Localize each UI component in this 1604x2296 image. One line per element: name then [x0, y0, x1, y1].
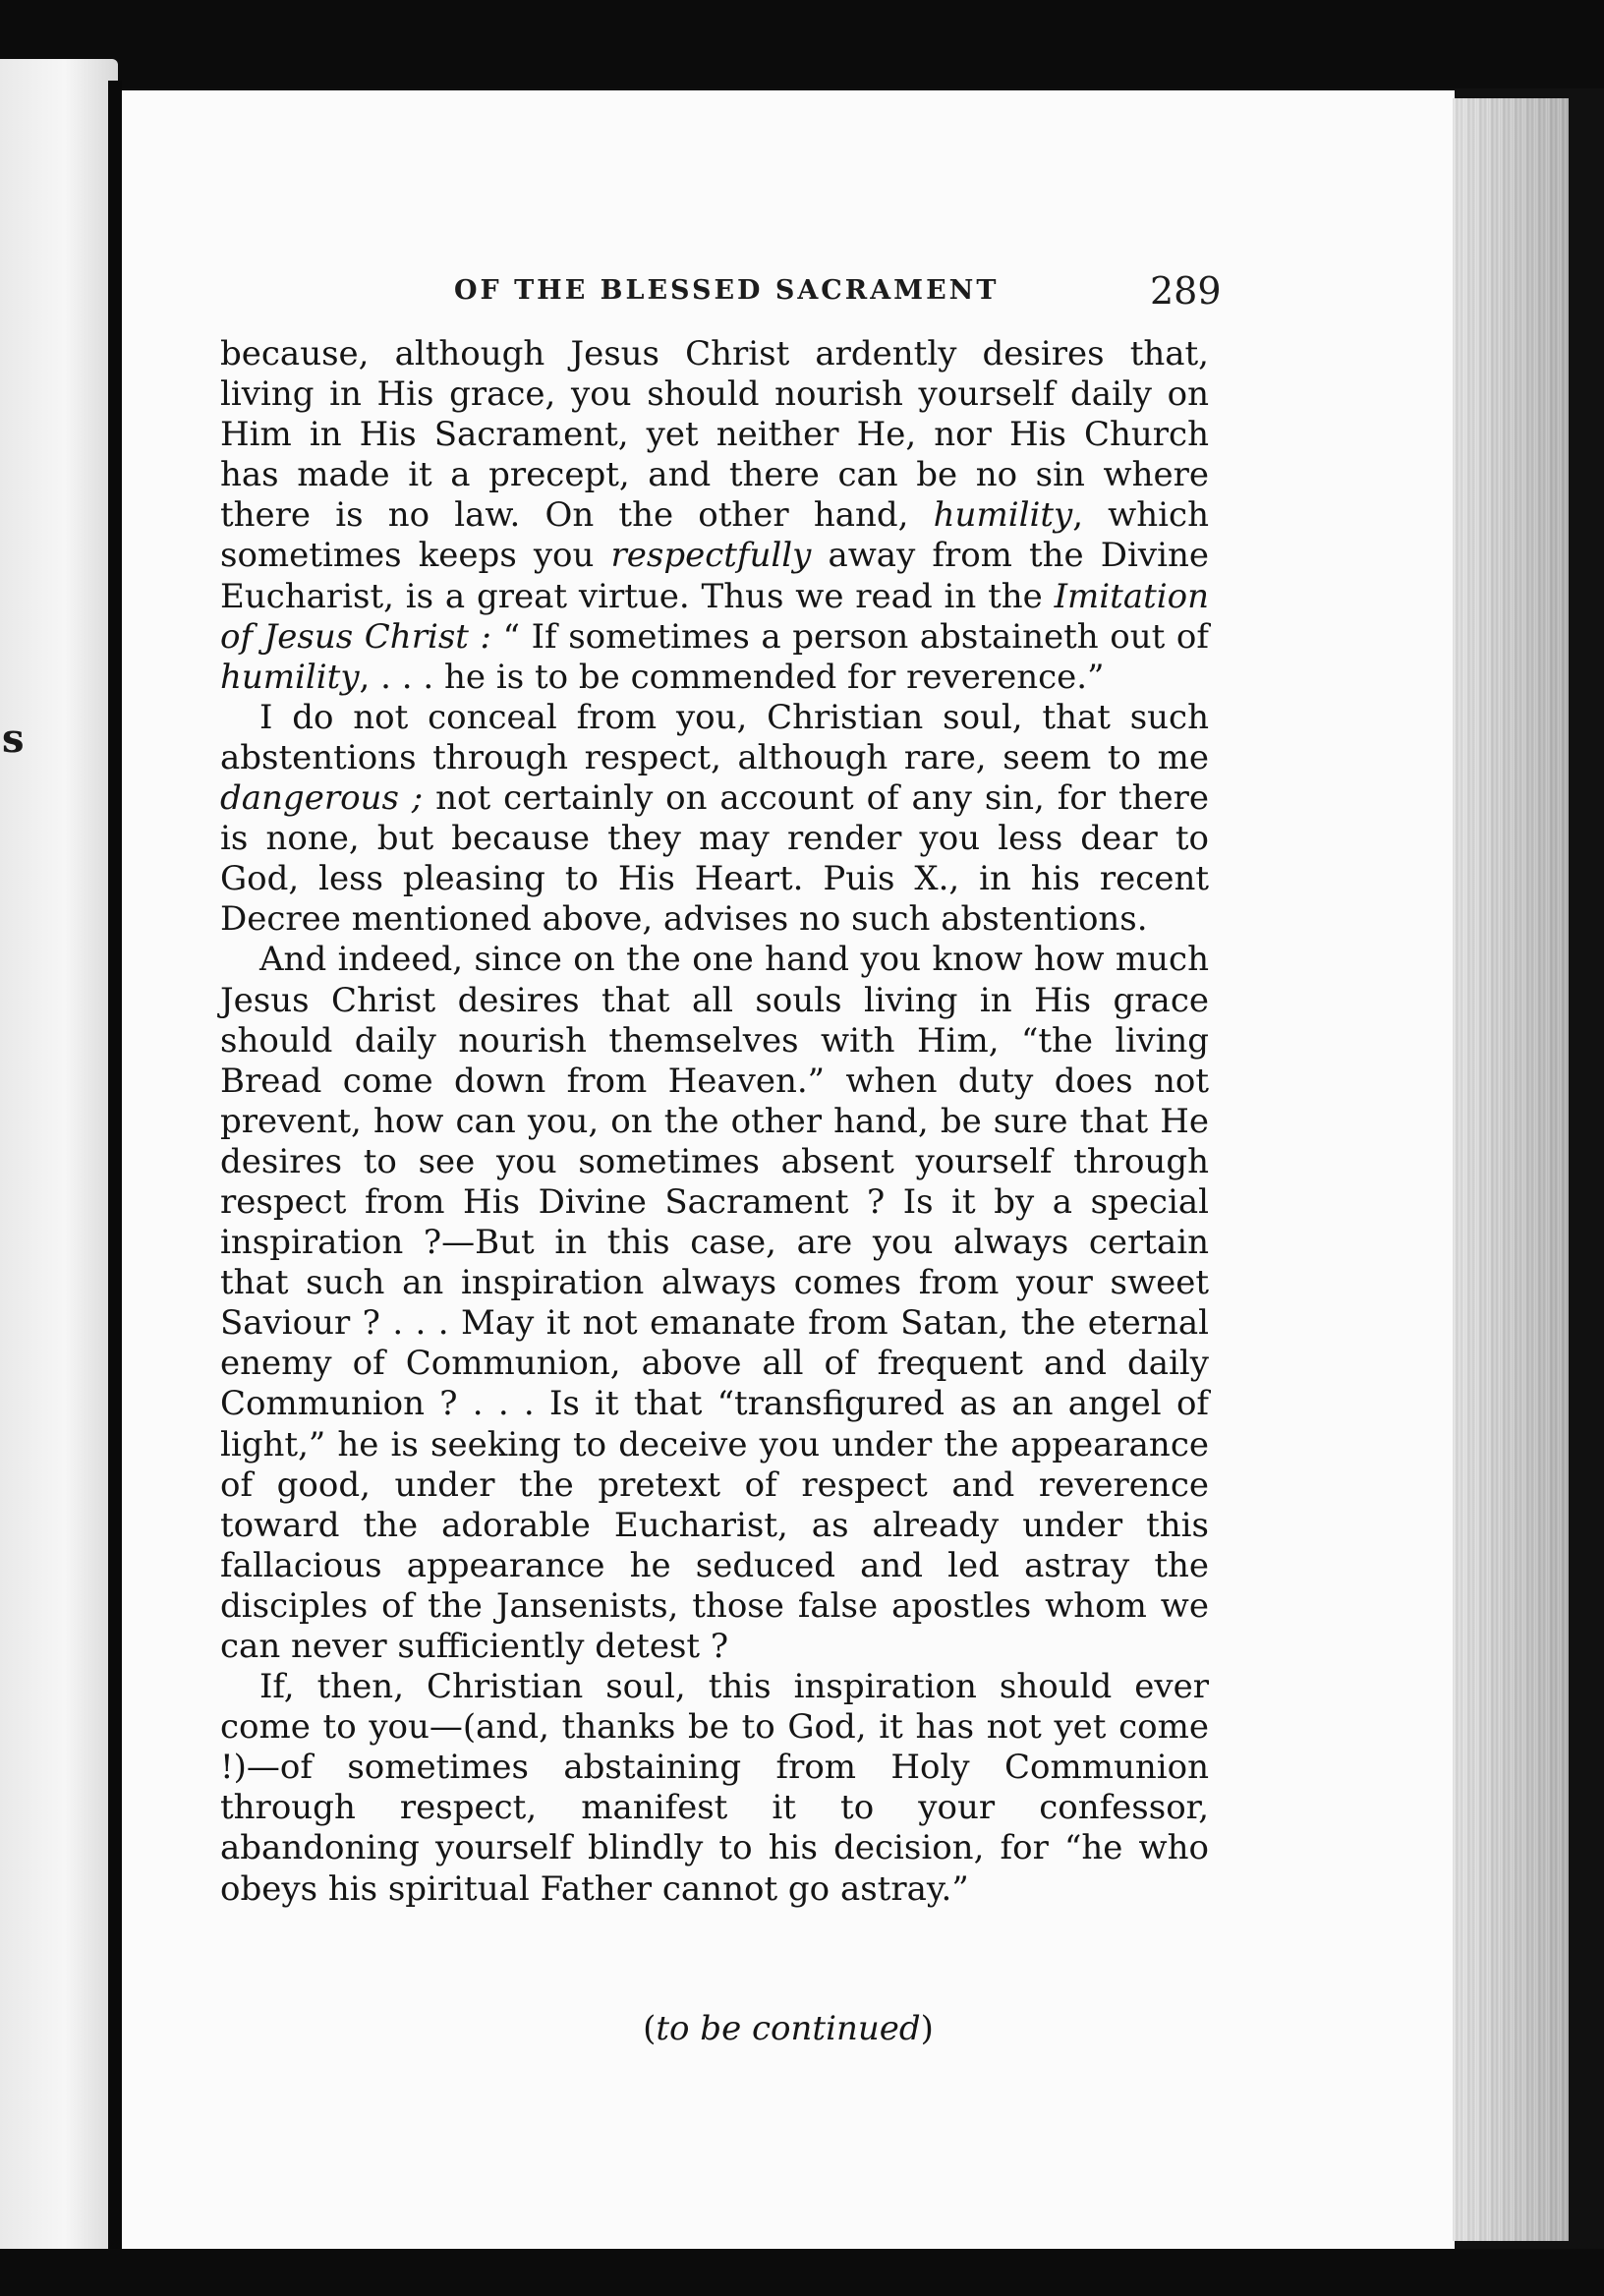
text-run: because, although Jesus Christ ardently desires that, living in His grace, you should nourish yourself daily on Him in His Sacrament, yet neither He, nor His Church has made it a precept, and there can be no sin where there is no law. On the other hand,	[220, 334, 1209, 536]
italic-run: respectfully	[610, 536, 812, 576]
text-run: , which sometimes keeps you	[220, 495, 1209, 576]
text-run: , . . . he is to be commended for reverence.”	[359, 657, 1105, 697]
text-run: And indeed, since on the one hand you know how much Jesus Christ desires that all souls living in His grace should daily nourish themselves with Him, “the living Bread come down from Heaven.” when duty does not prevent, how can you, on the other hand, be sure that He desires to see you sometimes absent yourself through respect from His Divine Sacrament ? Is it by a special inspiration ?—But in this case, are you always certain that such an inspiration always comes from your sweet Saviour ? . . . May it not emanate from Satan, the eternal enemy of Communion, above all of frequent and daily Communion ? . . . Is it that “transfigured as an angel of light,” he is seeking to deceive you under the appearance of good, under the pretext of respect and reverence toward the adorable Eucharist, as already under this fallacious appearance he seduced and led astray the disciples of the Jansenists, those false apostles whom we can never sufficiently detest ?	[220, 940, 1209, 1666]
italic-run: humility	[220, 657, 360, 697]
continued-text: to be continued	[656, 2009, 921, 2048]
paragraph-4	[220, 1667, 1209, 1910]
page-number: 289	[1150, 269, 1222, 313]
italic-run: Imitation of Jesus Christ :	[220, 576, 1209, 657]
facing-page-letter: s	[2, 716, 25, 762]
text-run: “ If sometimes a person abstaineth out of	[491, 616, 1209, 657]
text-run: If, then, Christian soul, this inspiration should ever come to you—(and, thanks be to God, it has not yet come !)—of sometimes abstaining from Holy Communion through respect, manifest it to your confessor, abandoning yourself blindly to his decision, for “he who obeys his spiritual Father cannot go astray.”	[220, 1667, 1209, 1909]
running-title: OF THE BLESSED SACRAMENT	[454, 275, 1000, 306]
continued-close-paren: )	[920, 2009, 934, 2048]
page-body	[220, 334, 1209, 1910]
paragraph-2	[220, 698, 1209, 941]
paragraph-3	[220, 940, 1209, 1667]
facing-page-edge	[0, 59, 118, 2251]
continued-note	[122, 2009, 1455, 2048]
text-run: not certainly on account of any sin, for there is none, but because they may render you less dear to God, less pleasing to His Heart. Puis X., in his recent Decree mentioned above, advises no such abstentions.	[220, 778, 1209, 940]
continued-open-paren: (	[643, 2009, 657, 2048]
italic-run: dangerous ;	[220, 778, 424, 819]
text-run: away from the Divine Eucharist, is a great virtue. Thus we read in the	[220, 536, 1209, 616]
book-page	[122, 90, 1455, 2249]
book-gutter	[108, 81, 122, 2272]
paragraph-1	[220, 334, 1209, 698]
scan-bottom-border	[0, 2249, 1604, 2296]
scan-top-border	[0, 0, 1604, 88]
text-run: I do not conceal from you, Christian soul, that such abstentions through respect, although rare, seem to me	[220, 697, 1209, 777]
page-header	[454, 269, 1240, 320]
page-stack-edge	[1453, 98, 1569, 2241]
italic-run: humility	[933, 495, 1073, 536]
